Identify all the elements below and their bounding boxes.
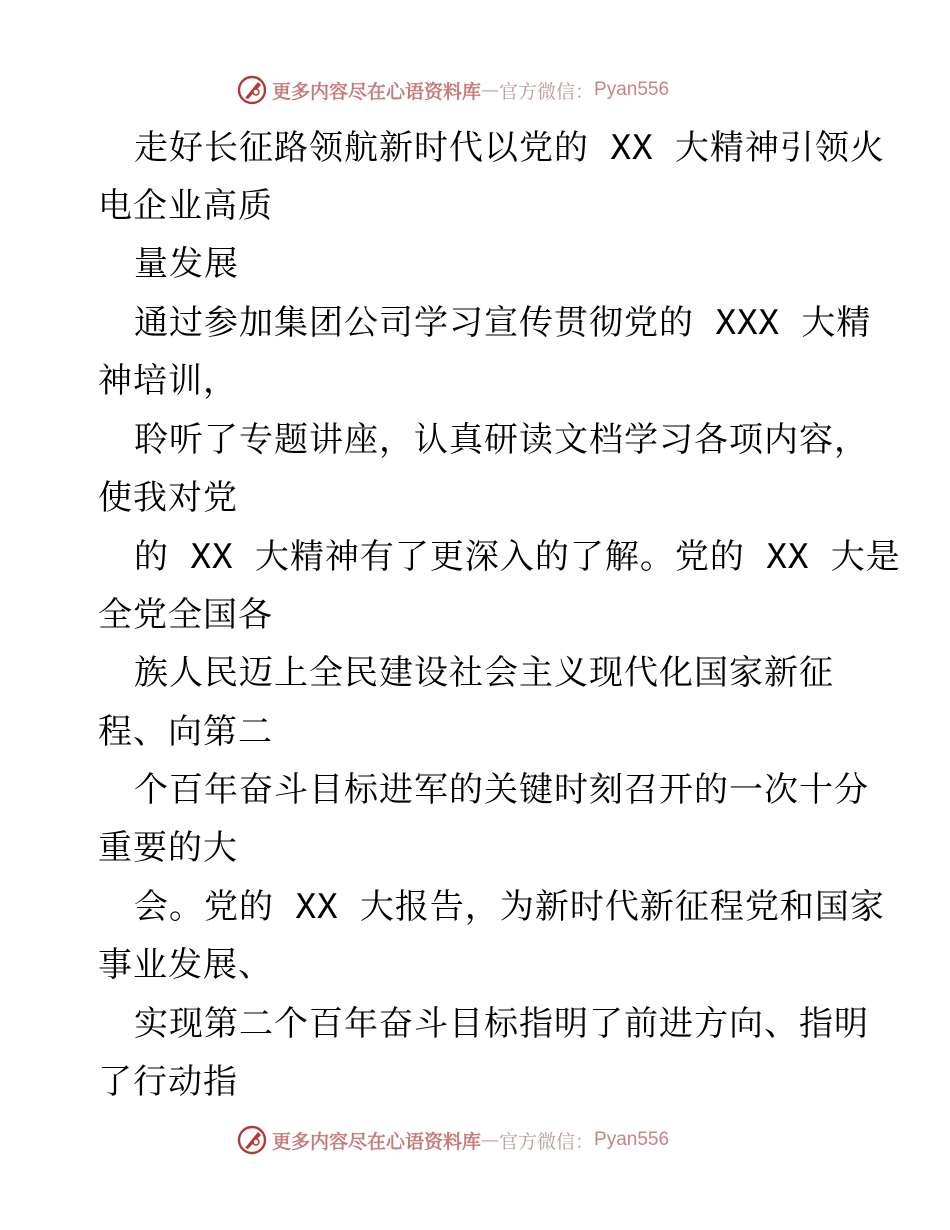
text-line: 个百年奋斗目标进军的关键时刻召开的一次十分 — [134, 770, 869, 810]
text-line: 全党全国各 — [98, 595, 273, 635]
text-line: 族人民迈上全民建设社会主义现代化国家新征 — [134, 653, 834, 693]
footer-banner — [236, 1122, 669, 1158]
banner-wechat-label: 官方微信： — [499, 80, 595, 103]
text-line: 程、向第二 — [98, 712, 273, 752]
text-line: 神培训， — [98, 361, 238, 401]
text-line: 事业发展、 — [98, 945, 273, 985]
banner-brand-text: 更多内容尽在心语资料库 — [272, 1130, 482, 1153]
banner-wechat-label: 官方微信： — [499, 1130, 595, 1153]
text-line: 会。党的 XX 大报告，为新时代新征程党和国家 — [134, 887, 885, 927]
text-line: 电企业高质 — [98, 186, 273, 226]
text-line: 走好长征路领航新时代以党的 XX 大精神引领火 — [134, 128, 885, 168]
text-line: 了行动指 — [98, 1062, 238, 1102]
banner-wechat-id: Pyan556 — [594, 79, 670, 100]
text-line: 量发展 — [134, 244, 239, 284]
banner-wechat-id: Pyan556 — [594, 1129, 670, 1150]
text-line: 通过参加集团公司学习宣传贯彻党的 XXX 大精 — [134, 303, 872, 343]
banner-separator: — — [481, 1129, 500, 1151]
banner-brand-text: 更多内容尽在心语资料库 — [272, 80, 482, 103]
text-line: 重要的大 — [98, 828, 238, 868]
text-line: 实现第二个百年奋斗目标指明了前进方向、指明 — [134, 1004, 869, 1044]
text-line: 聆听了专题讲座，认真研读文档学习各项内容， — [134, 420, 869, 460]
text-line: 的 XX 大精神有了更深入的了解。党的 XX 大是 — [134, 537, 901, 577]
banner-separator: — — [481, 79, 500, 101]
quill-logo-icon — [236, 1124, 268, 1156]
text-line: 使我对党 — [98, 478, 238, 518]
